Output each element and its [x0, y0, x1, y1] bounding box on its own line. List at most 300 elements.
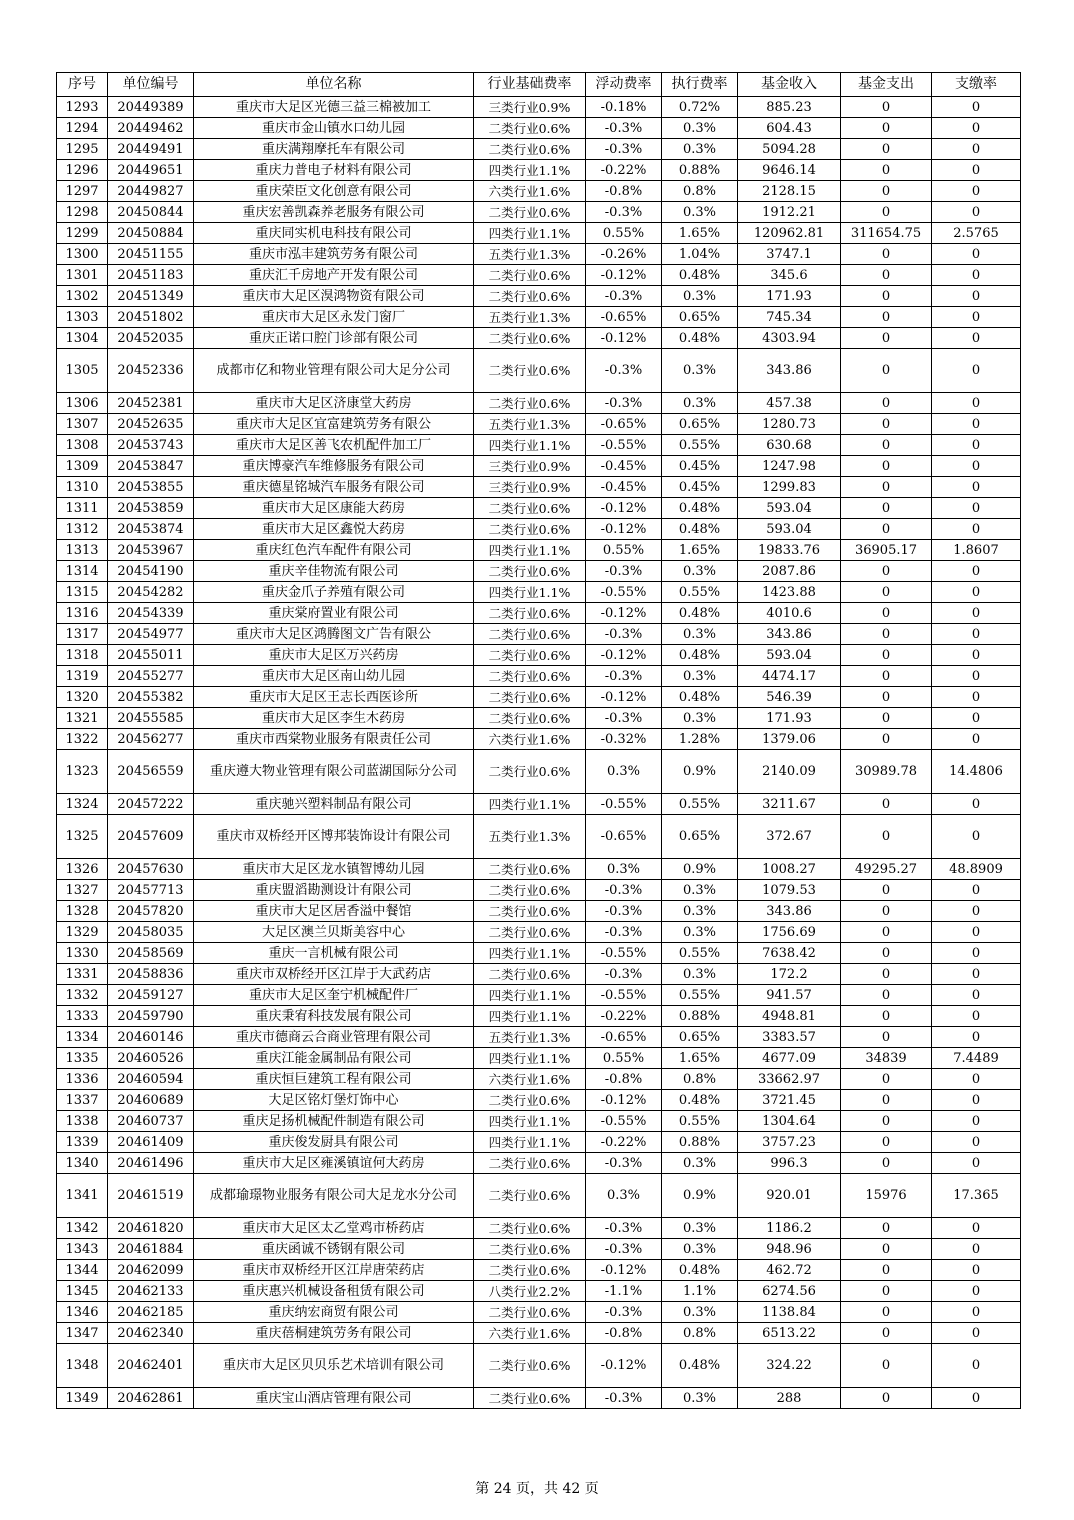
cell-fund-income: 593.04 — [738, 498, 841, 519]
cell-fund-income: 372.67 — [738, 815, 841, 859]
cell-exec-rate: 1.65% — [662, 1048, 738, 1069]
cell-fund-income: 920.01 — [738, 1174, 841, 1218]
cell-base-rate: 四类行业1.1% — [474, 223, 586, 244]
cell-fund-income: 1280.73 — [738, 414, 841, 435]
cell-unit-code: 20451802 — [108, 307, 194, 328]
cell-exec-rate: 0.48% — [662, 265, 738, 286]
cell-fund-expense: 0 — [841, 349, 932, 393]
cell-unit-code: 20452035 — [108, 328, 194, 349]
cell-float-rate: -0.3% — [586, 393, 662, 414]
cell-exec-rate: 0.3% — [662, 1302, 738, 1323]
cell-base-rate: 二类行业0.6% — [474, 603, 586, 624]
cell-seq: 1344 — [57, 1260, 108, 1281]
cell-unit-code: 20460526 — [108, 1048, 194, 1069]
cell-unit-name: 重庆市大足区万兴药房 — [194, 645, 474, 666]
cell-fund-expense: 0 — [841, 202, 932, 223]
cell-exec-rate: 0.3% — [662, 922, 738, 943]
cell-unit-name: 重庆市双桥经开区江岸于大武药店 — [194, 964, 474, 985]
cell-unit-code: 20453967 — [108, 540, 194, 561]
cell-float-rate: -0.32% — [586, 729, 662, 750]
cell-fund-expense: 0 — [841, 498, 932, 519]
cell-float-rate: 0.55% — [586, 223, 662, 244]
cell-seq: 1316 — [57, 603, 108, 624]
cell-unit-name: 重庆市大足区宜富建筑劳务有限公 — [194, 414, 474, 435]
cell-payout-ratio: 0 — [932, 349, 1021, 393]
cell-fund-income: 5094.28 — [738, 139, 841, 160]
cell-seq: 1338 — [57, 1111, 108, 1132]
cell-unit-code: 20457609 — [108, 815, 194, 859]
cell-unit-code: 20455011 — [108, 645, 194, 666]
cell-fund-expense: 0 — [841, 666, 932, 687]
cell-exec-rate: 0.3% — [662, 1153, 738, 1174]
cell-base-rate: 四类行业1.1% — [474, 943, 586, 964]
cell-seq: 1305 — [57, 349, 108, 393]
cell-exec-rate: 0.3% — [662, 286, 738, 307]
cell-base-rate: 二类行业0.6% — [474, 1302, 586, 1323]
cell-exec-rate: 0.8% — [662, 181, 738, 202]
cell-base-rate: 二类行业0.6% — [474, 1153, 586, 1174]
cell-unit-name: 重庆市大足区善飞农机配件加工厂 — [194, 435, 474, 456]
cell-fund-expense: 0 — [841, 97, 932, 118]
cell-unit-code: 20452635 — [108, 414, 194, 435]
cell-base-rate: 二类行业0.6% — [474, 498, 586, 519]
cell-base-rate: 二类行业0.6% — [474, 328, 586, 349]
cell-unit-code: 20453874 — [108, 519, 194, 540]
cell-fund-expense: 0 — [841, 1132, 932, 1153]
cell-unit-code: 20451349 — [108, 286, 194, 307]
cell-base-rate: 五类行业1.3% — [474, 1027, 586, 1048]
cell-payout-ratio: 14.4806 — [932, 750, 1021, 794]
cell-fund-income: 171.93 — [738, 286, 841, 307]
cell-unit-code: 20449491 — [108, 139, 194, 160]
cell-float-rate: -0.3% — [586, 922, 662, 943]
cell-float-rate: -0.3% — [586, 118, 662, 139]
table-row — [57, 139, 1021, 160]
cell-fund-expense: 0 — [841, 624, 932, 645]
cell-unit-code: 20449827 — [108, 181, 194, 202]
cell-payout-ratio: 0 — [932, 815, 1021, 859]
header-fund-income: 基金收入 — [738, 73, 841, 97]
cell-base-rate: 三类行业0.9% — [474, 456, 586, 477]
cell-exec-rate: 0.9% — [662, 750, 738, 794]
cell-unit-name: 重庆市大足区康能大药房 — [194, 498, 474, 519]
cell-unit-code: 20450844 — [108, 202, 194, 223]
cell-unit-name: 大足区澳兰贝斯美容中心 — [194, 922, 474, 943]
cell-base-rate: 四类行业1.1% — [474, 582, 586, 603]
cell-unit-code: 20458836 — [108, 964, 194, 985]
cell-base-rate: 二类行业0.6% — [474, 666, 586, 687]
header-exec-rate: 执行费率 — [662, 73, 738, 97]
cell-seq: 1331 — [57, 964, 108, 985]
cell-fund-expense: 0 — [841, 477, 932, 498]
cell-fund-income: 4948.81 — [738, 1006, 841, 1027]
cell-exec-rate: 0.3% — [662, 349, 738, 393]
cell-seq: 1293 — [57, 97, 108, 118]
cell-base-rate: 二类行业0.6% — [474, 1388, 586, 1409]
cell-unit-code: 20461409 — [108, 1132, 194, 1153]
table-row — [57, 729, 1021, 750]
cell-float-rate: -0.3% — [586, 139, 662, 160]
table-row — [57, 286, 1021, 307]
cell-fund-income: 2128.15 — [738, 181, 841, 202]
cell-exec-rate: 0.88% — [662, 1006, 738, 1027]
cell-unit-code: 20461884 — [108, 1239, 194, 1260]
cell-fund-expense: 0 — [841, 286, 932, 307]
cell-unit-name: 重庆市大足区贝贝乐艺术培训有限公司 — [194, 1344, 474, 1388]
cell-unit-code: 20462340 — [108, 1323, 194, 1344]
cell-payout-ratio: 0 — [932, 519, 1021, 540]
cell-fund-expense: 0 — [841, 1218, 932, 1239]
table-row — [57, 750, 1021, 794]
header-fund-expense: 基金支出 — [841, 73, 932, 97]
page-footer: 第 24 页，共 42 页 — [475, 1481, 599, 1497]
table-row — [57, 859, 1021, 880]
table-row — [57, 603, 1021, 624]
cell-payout-ratio: 0 — [932, 964, 1021, 985]
table-row — [57, 666, 1021, 687]
cell-exec-rate: 0.9% — [662, 859, 738, 880]
cell-fund-income: 3211.67 — [738, 794, 841, 815]
cell-float-rate: -1.1% — [586, 1281, 662, 1302]
table-row — [57, 97, 1021, 118]
cell-fund-expense: 15976 — [841, 1174, 932, 1218]
header-seq: 序号 — [57, 73, 108, 97]
table-row — [57, 582, 1021, 603]
table-row — [57, 1323, 1021, 1344]
cell-base-rate: 二类行业0.6% — [474, 1260, 586, 1281]
fund-table — [56, 72, 1021, 1409]
cell-payout-ratio: 0 — [932, 561, 1021, 582]
cell-payout-ratio: 0 — [932, 1111, 1021, 1132]
cell-fund-expense: 0 — [841, 1069, 932, 1090]
cell-base-rate: 二类行业0.6% — [474, 561, 586, 582]
cell-unit-code: 20458569 — [108, 943, 194, 964]
cell-float-rate: 0.3% — [586, 1174, 662, 1218]
cell-fund-income: 4677.09 — [738, 1048, 841, 1069]
cell-exec-rate: 0.88% — [662, 1132, 738, 1153]
table-row — [57, 1388, 1021, 1409]
cell-exec-rate: 1.65% — [662, 223, 738, 244]
table-row — [57, 943, 1021, 964]
cell-fund-income: 996.3 — [738, 1153, 841, 1174]
cell-fund-income: 171.93 — [738, 708, 841, 729]
cell-float-rate: -0.3% — [586, 1388, 662, 1409]
cell-seq: 1324 — [57, 794, 108, 815]
cell-fund-expense: 0 — [841, 922, 932, 943]
cell-exec-rate: 0.55% — [662, 943, 738, 964]
cell-unit-name: 重庆市大足区光德三益三棉被加工 — [194, 97, 474, 118]
cell-float-rate: -0.12% — [586, 519, 662, 540]
cell-float-rate: -0.12% — [586, 1090, 662, 1111]
cell-unit-name: 重庆市双桥经开区江岸唐荣药店 — [194, 1260, 474, 1281]
cell-payout-ratio: 0 — [932, 1239, 1021, 1260]
cell-float-rate: -0.12% — [586, 498, 662, 519]
cell-exec-rate: 0.9% — [662, 1174, 738, 1218]
cell-unit-name: 重庆市大足区鸿腾图文广告有限公 — [194, 624, 474, 645]
cell-float-rate: -0.12% — [586, 603, 662, 624]
cell-seq: 1304 — [57, 328, 108, 349]
cell-payout-ratio: 0 — [932, 708, 1021, 729]
cell-unit-code: 20450884 — [108, 223, 194, 244]
cell-unit-name: 重庆江能金属制品有限公司 — [194, 1048, 474, 1069]
cell-seq: 1320 — [57, 687, 108, 708]
cell-payout-ratio: 0 — [932, 393, 1021, 414]
cell-seq: 1299 — [57, 223, 108, 244]
cell-seq: 1332 — [57, 985, 108, 1006]
cell-float-rate: -0.12% — [586, 265, 662, 286]
cell-base-rate: 三类行业0.9% — [474, 477, 586, 498]
cell-payout-ratio: 0 — [932, 1027, 1021, 1048]
cell-base-rate: 四类行业1.1% — [474, 985, 586, 1006]
cell-unit-name: 重庆市大足区雍溪镇谊何大药房 — [194, 1153, 474, 1174]
cell-payout-ratio: 0 — [932, 1281, 1021, 1302]
cell-exec-rate: 0.8% — [662, 1323, 738, 1344]
cell-seq: 1322 — [57, 729, 108, 750]
cell-unit-name: 重庆市大足区太乙堂鸡市桥药店 — [194, 1218, 474, 1239]
cell-seq: 1342 — [57, 1218, 108, 1239]
cell-float-rate: -0.3% — [586, 561, 662, 582]
cell-float-rate: -0.65% — [586, 815, 662, 859]
header-unit-name: 单位名称 — [194, 73, 474, 97]
cell-fund-income: 7638.42 — [738, 943, 841, 964]
cell-payout-ratio: 0 — [932, 498, 1021, 519]
cell-exec-rate: 0.48% — [662, 603, 738, 624]
cell-payout-ratio: 0 — [932, 687, 1021, 708]
table-row — [57, 435, 1021, 456]
cell-unit-code: 20460689 — [108, 1090, 194, 1111]
header-float-rate: 浮动费率 — [586, 73, 662, 97]
table-row — [57, 1302, 1021, 1323]
cell-base-rate: 二类行业0.6% — [474, 519, 586, 540]
cell-fund-expense: 0 — [841, 1111, 932, 1132]
cell-base-rate: 二类行业0.6% — [474, 708, 586, 729]
cell-seq: 1328 — [57, 901, 108, 922]
cell-base-rate: 二类行业0.6% — [474, 1218, 586, 1239]
cell-unit-name: 重庆驰兴塑料制品有限公司 — [194, 794, 474, 815]
cell-fund-expense: 0 — [841, 880, 932, 901]
cell-fund-expense: 0 — [841, 244, 932, 265]
cell-base-rate: 二类行业0.6% — [474, 1344, 586, 1388]
cell-unit-code: 20454282 — [108, 582, 194, 603]
cell-fund-income: 1138.84 — [738, 1302, 841, 1323]
cell-unit-name: 重庆满翔摩托车有限公司 — [194, 139, 474, 160]
cell-base-rate: 六类行业1.6% — [474, 1323, 586, 1344]
cell-float-rate: -0.3% — [586, 880, 662, 901]
cell-seq: 1327 — [57, 880, 108, 901]
cell-fund-expense: 0 — [841, 139, 932, 160]
cell-payout-ratio: 7.4489 — [932, 1048, 1021, 1069]
cell-seq: 1323 — [57, 750, 108, 794]
cell-base-rate: 二类行业0.6% — [474, 645, 586, 666]
cell-unit-code: 20459127 — [108, 985, 194, 1006]
header-unit-code: 单位编号 — [108, 73, 194, 97]
cell-base-rate: 二类行业0.6% — [474, 687, 586, 708]
cell-float-rate: -0.3% — [586, 964, 662, 985]
cell-unit-name: 重庆市大足区王志长西医诊所 — [194, 687, 474, 708]
table-row — [57, 1281, 1021, 1302]
cell-unit-name: 重庆足扬机械配件制造有限公司 — [194, 1111, 474, 1132]
cell-fund-income: 3383.57 — [738, 1027, 841, 1048]
cell-fund-expense: 0 — [841, 1281, 932, 1302]
cell-unit-code: 20449462 — [108, 118, 194, 139]
cell-base-rate: 二类行业0.6% — [474, 1090, 586, 1111]
cell-seq: 1339 — [57, 1132, 108, 1153]
cell-fund-income: 1247.98 — [738, 456, 841, 477]
table-row — [57, 202, 1021, 223]
cell-fund-expense: 0 — [841, 160, 932, 181]
table-row — [57, 1069, 1021, 1090]
cell-unit-code: 20462185 — [108, 1302, 194, 1323]
cell-base-rate: 六类行业1.6% — [474, 1069, 586, 1090]
cell-fund-income: 2087.86 — [738, 561, 841, 582]
cell-seq: 1341 — [57, 1174, 108, 1218]
cell-payout-ratio: 0 — [932, 1388, 1021, 1409]
cell-payout-ratio: 0 — [932, 202, 1021, 223]
cell-exec-rate: 0.48% — [662, 1344, 738, 1388]
cell-seq: 1335 — [57, 1048, 108, 1069]
table-row — [57, 328, 1021, 349]
cell-fund-income: 6274.56 — [738, 1281, 841, 1302]
cell-base-rate: 二类行业0.6% — [474, 286, 586, 307]
cell-seq: 1306 — [57, 393, 108, 414]
cell-fund-expense: 0 — [841, 307, 932, 328]
cell-seq: 1310 — [57, 477, 108, 498]
table-row — [57, 456, 1021, 477]
cell-exec-rate: 0.45% — [662, 456, 738, 477]
cell-unit-name: 重庆一言机械有限公司 — [194, 943, 474, 964]
cell-base-rate: 二类行业0.6% — [474, 1174, 586, 1218]
cell-exec-rate: 0.3% — [662, 139, 738, 160]
cell-seq: 1301 — [57, 265, 108, 286]
cell-payout-ratio: 0 — [932, 729, 1021, 750]
cell-payout-ratio: 0 — [932, 666, 1021, 687]
cell-payout-ratio: 0 — [932, 286, 1021, 307]
table-row — [57, 561, 1021, 582]
cell-fund-income: 3757.23 — [738, 1132, 841, 1153]
cell-unit-name: 重庆纳宏商贸有限公司 — [194, 1302, 474, 1323]
cell-float-rate: -0.3% — [586, 349, 662, 393]
cell-payout-ratio: 0 — [932, 603, 1021, 624]
cell-payout-ratio: 17.365 — [932, 1174, 1021, 1218]
cell-seq: 1309 — [57, 456, 108, 477]
table-body — [57, 97, 1021, 1409]
cell-exec-rate: 0.48% — [662, 1260, 738, 1281]
cell-float-rate: -0.8% — [586, 1323, 662, 1344]
cell-fund-expense: 0 — [841, 414, 932, 435]
cell-payout-ratio: 0 — [932, 1006, 1021, 1027]
cell-fund-expense: 0 — [841, 328, 932, 349]
cell-seq: 1300 — [57, 244, 108, 265]
cell-exec-rate: 1.1% — [662, 1281, 738, 1302]
cell-fund-expense: 0 — [841, 118, 932, 139]
cell-fund-income: 630.68 — [738, 435, 841, 456]
cell-exec-rate: 0.88% — [662, 160, 738, 181]
cell-fund-expense: 0 — [841, 1323, 932, 1344]
cell-fund-expense: 0 — [841, 687, 932, 708]
table-row — [57, 477, 1021, 498]
table-row — [57, 880, 1021, 901]
cell-base-rate: 四类行业1.1% — [474, 435, 586, 456]
table-row — [57, 160, 1021, 181]
cell-fund-income: 324.22 — [738, 1344, 841, 1388]
cell-base-rate: 五类行业1.3% — [474, 244, 586, 265]
cell-seq: 1330 — [57, 943, 108, 964]
cell-exec-rate: 0.72% — [662, 97, 738, 118]
cell-fund-income: 9646.14 — [738, 160, 841, 181]
cell-payout-ratio: 0 — [932, 1090, 1021, 1111]
cell-exec-rate: 0.3% — [662, 202, 738, 223]
cell-float-rate: -0.3% — [586, 1153, 662, 1174]
cell-exec-rate: 0.65% — [662, 307, 738, 328]
table-row — [57, 794, 1021, 815]
cell-payout-ratio: 0 — [932, 645, 1021, 666]
cell-base-rate: 二类行业0.6% — [474, 118, 586, 139]
cell-fund-income: 345.6 — [738, 265, 841, 286]
cell-seq: 1325 — [57, 815, 108, 859]
cell-float-rate: 0.3% — [586, 859, 662, 880]
cell-fund-expense: 0 — [841, 435, 932, 456]
cell-unit-code: 20452336 — [108, 349, 194, 393]
cell-fund-income: 19833.76 — [738, 540, 841, 561]
cell-exec-rate: 1.65% — [662, 540, 738, 561]
cell-fund-income: 1299.83 — [738, 477, 841, 498]
cell-fund-expense: 0 — [841, 561, 932, 582]
cell-seq: 1307 — [57, 414, 108, 435]
cell-fund-income: 172.2 — [738, 964, 841, 985]
cell-float-rate: -0.45% — [586, 456, 662, 477]
cell-seq: 1294 — [57, 118, 108, 139]
cell-fund-income: 1756.69 — [738, 922, 841, 943]
cell-exec-rate: 0.55% — [662, 582, 738, 603]
cell-payout-ratio: 0 — [932, 414, 1021, 435]
cell-unit-code: 20455382 — [108, 687, 194, 708]
cell-payout-ratio: 0 — [932, 794, 1021, 815]
table-row — [57, 349, 1021, 393]
cell-payout-ratio: 2.5765 — [932, 223, 1021, 244]
cell-unit-name: 重庆宝山酒店管理有限公司 — [194, 1388, 474, 1409]
cell-unit-name: 重庆市大足区济康堂大药房 — [194, 393, 474, 414]
header-base-rate: 行业基础费率 — [474, 73, 586, 97]
cell-payout-ratio: 0 — [932, 943, 1021, 964]
cell-fund-expense: 49295.27 — [841, 859, 932, 880]
cell-unit-code: 20460594 — [108, 1069, 194, 1090]
table-row — [57, 708, 1021, 729]
cell-base-rate: 二类行业0.6% — [474, 265, 586, 286]
cell-exec-rate: 0.3% — [662, 880, 738, 901]
cell-base-rate: 二类行业0.6% — [474, 1239, 586, 1260]
cell-exec-rate: 1.28% — [662, 729, 738, 750]
cell-unit-name: 重庆惠兴机械设备租赁有限公司 — [194, 1281, 474, 1302]
cell-fund-expense: 0 — [841, 456, 932, 477]
cell-seq: 1329 — [57, 922, 108, 943]
cell-base-rate: 四类行业1.1% — [474, 1006, 586, 1027]
cell-unit-name: 重庆博豪汽车维修服务有限公司 — [194, 456, 474, 477]
cell-fund-expense: 36905.17 — [841, 540, 932, 561]
cell-seq: 1343 — [57, 1239, 108, 1260]
cell-fund-expense: 0 — [841, 393, 932, 414]
table-row — [57, 1344, 1021, 1388]
cell-fund-income: 1008.27 — [738, 859, 841, 880]
cell-seq: 1315 — [57, 582, 108, 603]
cell-unit-code: 20453743 — [108, 435, 194, 456]
cell-seq: 1317 — [57, 624, 108, 645]
cell-unit-code: 20454977 — [108, 624, 194, 645]
cell-float-rate: -0.55% — [586, 582, 662, 603]
cell-payout-ratio: 0 — [932, 328, 1021, 349]
cell-unit-name: 重庆市大足区永发门窗厂 — [194, 307, 474, 328]
cell-fund-income: 1379.06 — [738, 729, 841, 750]
cell-seq: 1346 — [57, 1302, 108, 1323]
